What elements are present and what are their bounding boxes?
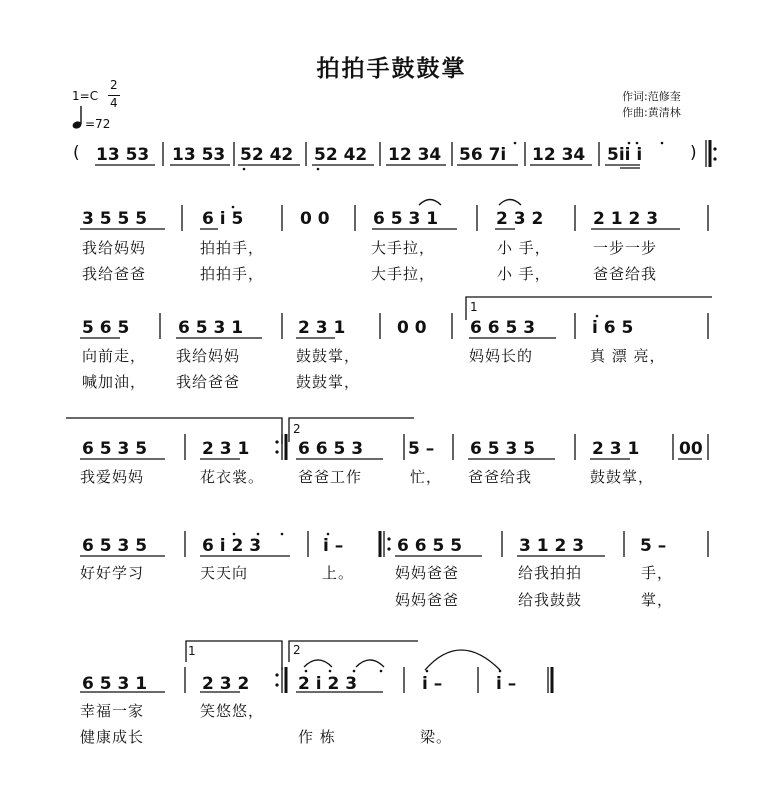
lyric-verse2: 我给爸爸 [176, 373, 241, 391]
measure: 6 5 3 1 [373, 209, 439, 229]
measure: 3 5 5 5 [82, 209, 148, 229]
measure: 5 – [408, 439, 435, 459]
measure: 00 [679, 439, 703, 459]
intro-measure: 13 53 [96, 145, 150, 165]
measure: 2 1 2 3 [593, 209, 659, 229]
lyric-verse1: 妈妈长的 [469, 347, 534, 365]
lyric-verse1: 爸爸工作 [298, 468, 363, 486]
lyric-verse2: 大手拉， [371, 265, 436, 283]
lyric-verse2: 喊加油， [82, 373, 147, 391]
measure: 5 – [640, 536, 667, 556]
intro-measure: 12 34 [388, 145, 442, 165]
lyric-verse1: 鼓鼓掌， [296, 347, 361, 365]
lyric-verse1: 真 漂 亮， [590, 347, 666, 365]
intro-measure: 13 53 [172, 145, 226, 165]
measure: i – [323, 536, 344, 556]
intro-close-paren: ) [690, 143, 697, 163]
lyric-verse1: 我爱妈妈 [80, 468, 145, 486]
intro-open-paren: ( [73, 143, 80, 163]
intro-measure: 52 42 [314, 145, 368, 165]
time-signature-top: 2 [110, 78, 118, 92]
key-signature: 1=C [72, 89, 99, 103]
lyric-verse1: 鼓鼓掌， [590, 468, 655, 486]
measure: 6 i 2 3 [202, 536, 262, 556]
lyric-verse2: 给我鼓鼓 [518, 591, 583, 609]
lyric-verse1: 幸福一家 [80, 702, 145, 720]
measure: i 6 5 [592, 318, 634, 338]
ending-label: 2 [293, 643, 301, 657]
song-title: 拍拍手鼓鼓掌 [316, 56, 467, 82]
measure: 6 i 5 [202, 209, 244, 229]
lyric-verse1: 花衣裳。 [200, 468, 265, 486]
ending-label: 2 [293, 422, 301, 436]
measure: 6 6 5 3 [298, 439, 364, 459]
lyric-verse1: 妈妈爸爸 [395, 564, 460, 582]
tempo-marking: =72 [85, 117, 111, 131]
intro-measure: 5ii i [607, 145, 643, 165]
lyric-verse1: 上。 [322, 564, 355, 582]
measure: i – [422, 674, 443, 694]
lyric-verse2: 健康成长 [80, 728, 145, 746]
lyric-verse1: 我给妈妈 [176, 347, 241, 365]
lyric-verse1: 笑悠悠， [200, 702, 265, 720]
measure: 2 3 1 [592, 439, 640, 459]
measure: 2 3 1 [298, 318, 346, 338]
measure: 6 5 3 1 [178, 318, 244, 338]
lyric-verse2: 小 手， [497, 265, 551, 283]
lyric-verse2: 妈妈爸爸 [395, 591, 460, 609]
time-signature-bottom: 4 [110, 96, 118, 110]
lyric-verse1: 好好学习 [80, 564, 145, 582]
lyric-verse1: 忙， [410, 468, 443, 486]
measure: 2 3 1 [202, 439, 250, 459]
lyric-verse1: 爸爸给我 [468, 468, 533, 486]
lyric-verse1: 一步一步 [593, 239, 658, 257]
measure: 3 1 2 3 [519, 536, 585, 556]
lyric-verse2: 拍拍手， [200, 265, 265, 283]
intro-measure: 12 34 [532, 145, 586, 165]
lyric-verse2: 鼓鼓掌， [296, 373, 361, 391]
lyric-verse2: 掌， [641, 591, 674, 609]
measure: 2 3 2 [496, 209, 544, 229]
lyric-verse1: 天天向 [200, 564, 249, 582]
measure: 2 i 2 3 [298, 674, 358, 694]
lyricist-credit: 作词:范修奎 [622, 90, 681, 103]
ending-label: 1 [470, 300, 478, 314]
lyric-verse2: 我给爸爸 [82, 265, 147, 283]
lyric-verse2: 作 栋 [298, 728, 336, 746]
measure: 6 6 5 5 [397, 536, 463, 556]
intro-measure: 52 42 [240, 145, 294, 165]
measure: 6 5 3 5 [82, 536, 148, 556]
intro-measure: 56 7i [459, 145, 507, 165]
lyric-verse1: 小 手， [497, 239, 551, 257]
lyric-verse1: 我给妈妈 [82, 239, 147, 257]
lyric-verse2: 梁。 [420, 728, 453, 746]
measure: 6 6 5 3 [470, 318, 536, 338]
measure: 6 5 3 1 [82, 674, 148, 694]
measure: 6 5 3 5 [470, 439, 536, 459]
lyric-verse1: 向前走， [82, 347, 147, 365]
lyric-verse1: 大手拉， [371, 239, 436, 257]
measure: 0 0 [300, 209, 330, 229]
lyric-verse1: 手， [641, 564, 674, 582]
measure: 0 0 [397, 318, 427, 338]
measure: 2 3 2 [202, 674, 250, 694]
lyric-verse2: 爸爸给我 [593, 265, 658, 283]
lyric-verse1: 给我拍拍 [518, 564, 583, 582]
composer-credit: 作曲:黄清林 [622, 106, 681, 119]
lyric-verse1: 拍拍手， [200, 239, 265, 257]
measure: i – [496, 674, 517, 694]
ending-label: 1 [188, 644, 196, 658]
measure: 6 5 3 5 [82, 439, 148, 459]
measure: 5 6 5 [82, 318, 130, 338]
